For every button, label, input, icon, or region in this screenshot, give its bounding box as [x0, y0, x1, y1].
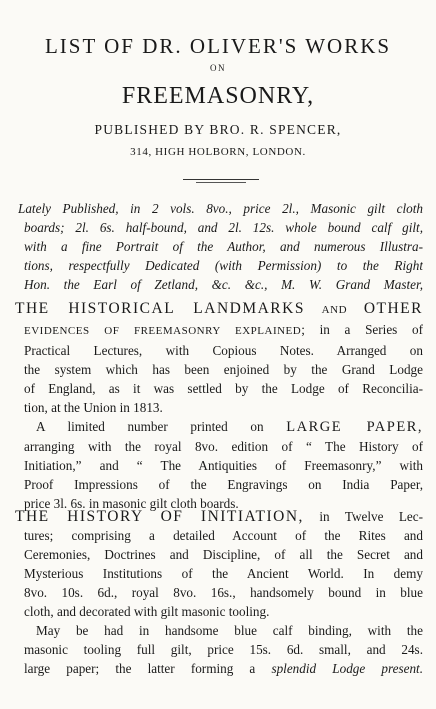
title-connector: ON — [210, 63, 226, 73]
para2-start: A limited number printed on — [36, 419, 264, 434]
intro-line: Hon. the Earl of Zetland, &c. &c., M. W. Grand Master, — [24, 277, 423, 292]
intro-line: Lately Published, in 2 vols. 8vo., price 2l., Masonic gilt cloth — [18, 201, 423, 216]
body-line: Initiation,” and “ The Antiquities of Freemasonry,” with — [24, 458, 423, 473]
intro-line: boards; 2l. 6s. half-bound, and 2l. 12s. whole bound calf gilt, — [24, 220, 423, 235]
body-line: Ceremonies, Doctrines and Discipline, of all the Secret and — [24, 547, 423, 562]
entry-title-end: OTHER — [363, 300, 423, 317]
body-line: price 3l. 6s. in masonic gilt cloth boards. — [24, 496, 239, 511]
entry-title: THE HISTORY OF INITIATION, — [15, 508, 304, 525]
entry-subtitle-caps: EVIDENCES OF FREEMASONRY EXPLAINED — [24, 325, 302, 337]
last-line-start: large paper; the latter forming a — [24, 661, 256, 676]
divider-rule — [183, 179, 259, 180]
page-title: LIST OF DR. OLIVER'S WORKS — [44, 34, 392, 58]
body-line: tures; comprising a detailed Account of the Rites and — [24, 528, 423, 543]
body-line: Practical Lectures, with Copious Notes. Arranged on — [24, 343, 423, 358]
body-line: cloth, and decorated with gilt masonic tooling. — [24, 604, 270, 619]
body-line: Mysterious Institutions of the Ancient World. In demy — [24, 566, 423, 581]
body-line: May be had in handsome blue calf binding, with the — [36, 623, 423, 638]
publisher-line: PUBLISHED BY BRO. R. SPENCER, — [94, 122, 342, 137]
entry-subtitle — [24, 320, 423, 341]
entry-heading — [15, 299, 423, 320]
body-line: Proof Impressions of the Engravings on India Paper, — [24, 477, 423, 492]
body-line: of England, as it was settled by the Lodge of Reconcilia- — [24, 381, 423, 396]
body-line: the system which has been enjoined by the Grand Lodge — [24, 362, 423, 377]
entry-historical-landmarks — [0, 299, 436, 513]
entry-history-of-initiation — [0, 507, 436, 678]
entry-title-and: AND — [321, 304, 348, 316]
body-line: 8vo. 10s. 6d., royal 8vo. 16s., handsomely bound in blue — [24, 585, 423, 600]
intro-paragraph — [0, 199, 436, 294]
entry-subtitle-rest: ; in a Series of — [301, 322, 423, 337]
entry-title-rest: in Twelve Lec- — [319, 509, 423, 524]
body-line: masonic tooling full gilt, price 15s. 6d. small, and 24s. — [24, 642, 423, 657]
entry-heading — [15, 507, 423, 526]
address-line: 314, HIGH HOLBORN, LONDON. — [130, 146, 306, 158]
divider-rule-short — [196, 182, 246, 183]
subject-heading: FREEMASONRY, — [121, 83, 315, 109]
body-line: tion, at the Union in 1813. — [24, 400, 163, 415]
para2-caps: LARGE PAPER, — [286, 419, 423, 435]
intro-line: tions, respectfully Dedicated (with Permission) to the Right — [24, 258, 423, 273]
body-line — [24, 659, 423, 678]
body-line: arranging with the royal 8vo. edition of “ The History of — [24, 439, 423, 454]
intro-line: with a fine Portrait of the Author, and numerous Illustra- — [24, 239, 423, 254]
last-line-italic: splendid Lodge present. — [271, 661, 423, 676]
body-line — [36, 417, 423, 437]
entry-title: THE HISTORICAL LANDMARKS — [15, 300, 305, 317]
